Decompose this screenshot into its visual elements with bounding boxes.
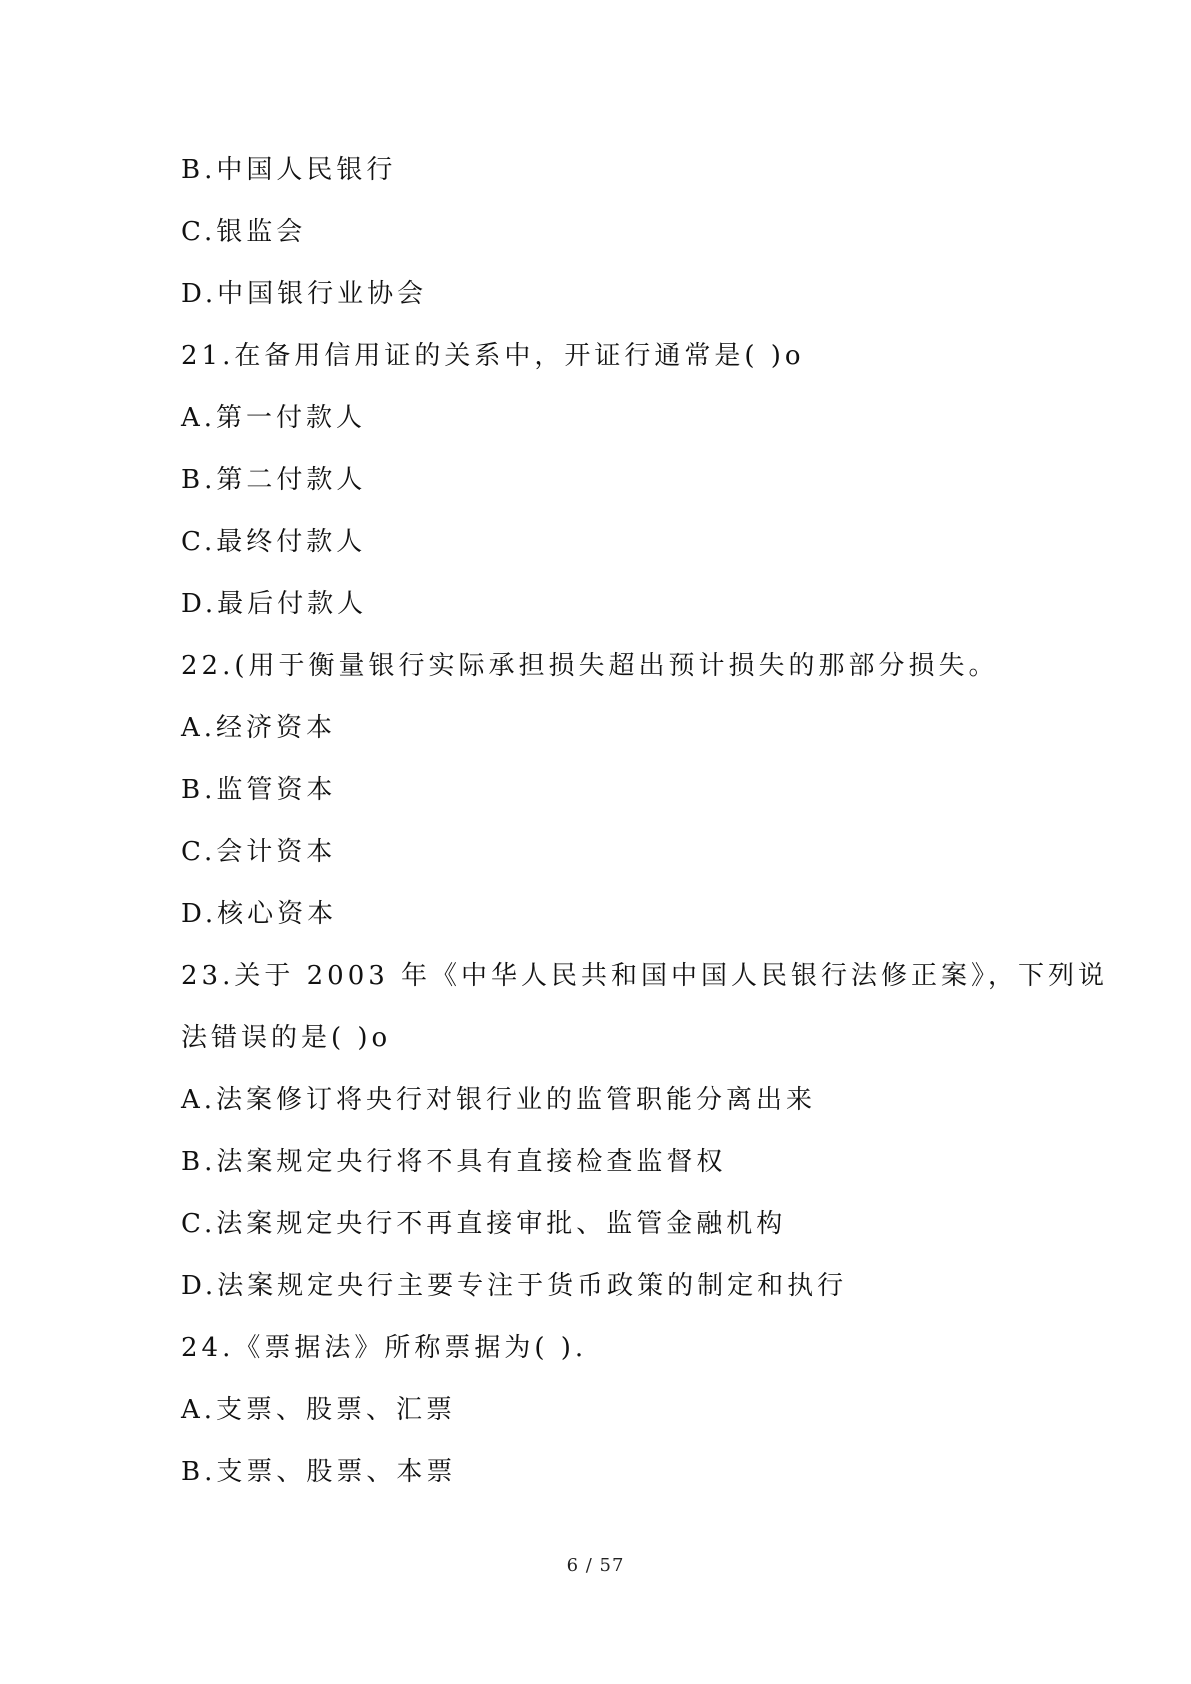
question-24-option-a: A.支票、股票、汇票 [181,1395,457,1425]
question-22-option-c: C.会计资本 [181,837,337,867]
option-d-line: D.中国银行业协会 [181,279,428,309]
question-23-option-a: A.法案修订将央行对银行业的监管职能分离出来 [181,1085,817,1115]
option-b-line: B.中国人民银行 [181,155,397,185]
question-24-option-b: B.支票、股票、本票 [181,1457,457,1487]
question-21-option-a: A.第一付款人 [181,403,367,433]
question-23-continued: 法错误的是( )o [181,1023,392,1053]
question-23-option-c: C.法案规定央行不再直接审批、监管金融机构 [181,1209,787,1239]
question-22: 22.(用于衡量银行实际承担损失超出预计损失的那部分损失。 [181,651,999,681]
question-24: 24.《票据法》所称票据为( ). [181,1333,588,1363]
option-c-line: C.银监会 [181,217,307,247]
page-number: 6 / 57 [566,1555,625,1576]
question-23-option-b: B.法案规定央行将不具有直接检查监督权 [181,1147,727,1177]
question-23: 23.关于 2003 年《中华人民共和国中国人民银行法修正案》，下列说 [181,961,1109,991]
question-21: 21.在备用信用证的关系中，开证行通常是( )o [181,341,805,371]
question-21-option-d: D.最后付款人 [181,589,368,619]
question-23-option-d: D.法案规定央行主要专注于货币政策的制定和执行 [181,1271,848,1301]
question-22-option-d: D.核心资本 [181,899,338,929]
question-22-option-a: A.经济资本 [181,713,337,743]
question-22-option-b: B.监管资本 [181,775,337,805]
question-21-option-c: C.最终付款人 [181,527,367,557]
question-21-option-b: B.第二付款人 [181,465,367,495]
